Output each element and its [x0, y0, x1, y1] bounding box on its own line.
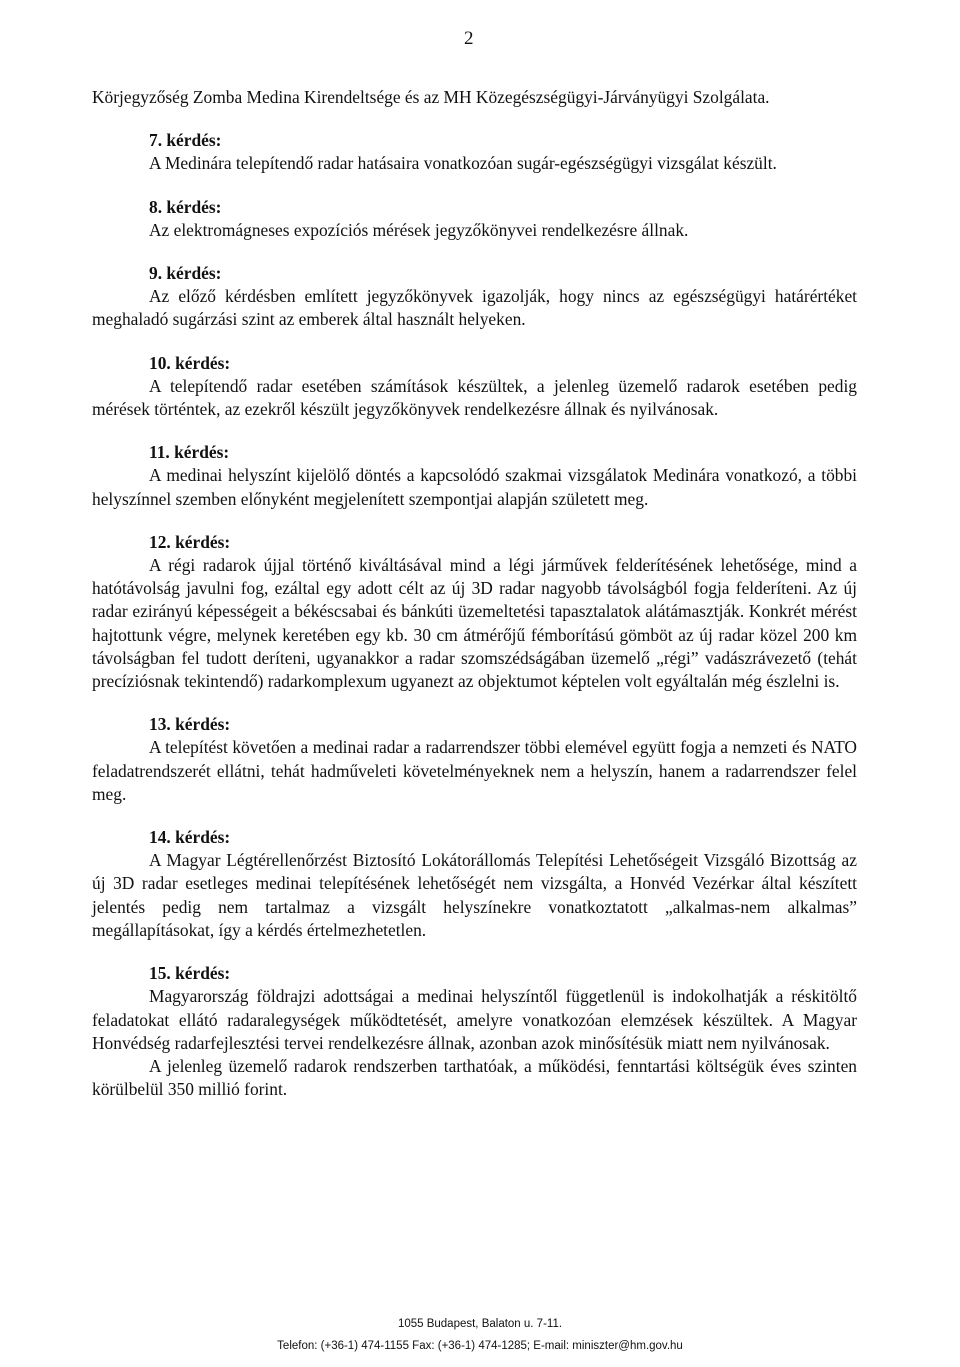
document-body: [92, 86, 857, 1101]
question-heading: 12. kérdés:: [149, 531, 231, 552]
answer-paragraph: A régi radarok újjal történő kiváltásával mind a légi járművek felderítésének lehetősége, mind a hatótávolság javulni fog, ezáltal egy adott célt az új 3D radar nagyobb távolságból fogja felderíteni. Az új radar ezirányú képességeit a békéscsabai és bánkúti üzemeltetési tapasztalatok alátámasztják. Konkrét mérést hajtottunk végre, melynek keretében egy kb. 30 cm átmérőjű fémborítású gömböt az új radar közel 200 km távolságban fel tudott deríteni, ugyanakkor a radar szomszédságában üzemelő „régi” vadászrávezető (tehát precíziósnak tekintendő) radarkomplexum ugyanezt az objektumot képtelen volt egyáltalán még észlelni is.: [92, 555, 857, 692]
answer-paragraph: Az elektromágneses expozíciós mérések jegyzőkönyvei rendelkezésre állnak.: [149, 219, 689, 240]
question-12: [92, 531, 857, 693]
answer-paragraph: A medinai helyszínt kijelölő döntés a kapcsolódó szakmai vizsgálatok Medinára vonatkozó, a többi helyszínnel szemben előnyként megjelenített szempontjai alapján született meg.: [92, 465, 857, 509]
question-14: [92, 826, 857, 942]
question-9: [92, 262, 857, 332]
question-7: [92, 129, 857, 175]
question-heading: 11. kérdés:: [149, 442, 230, 463]
intro-paragraph: Körjegyzőség Zomba Medina Kirendeltsége és az MH Közegészségügyi-Járványügyi Szolgálata.: [92, 87, 770, 107]
answer-paragraph: A Magyar Légtérellenőrzést Biztosító Lokátorállomás Telepítési Lehetőségeit Vizsgáló Bizottság az új 3D radar esetleges medinai telepítésének lehetőségét nem vizsgálta, a Honvéd Vezérkar által készített jelentés pedig nem tartalmaz a vizsgált helyszínekre vonatkoztatott „alkalmas-nem alkalmas” megállapításokat, így a kérdés értelmezhetetlen.: [92, 850, 857, 940]
question-heading: 14. kérdés:: [149, 827, 231, 848]
answer-paragraph: A Medinára telepítendő radar hatásaira vonatkozóan sugár-egészségügyi vizsgálat készült.: [149, 153, 777, 174]
question-heading: 8. kérdés:: [149, 196, 222, 217]
page-number: 2: [464, 28, 474, 49]
footer-contact: Telefon: (+36-1) 474-1155 Fax: (+36-1) 474-1285; E-mail: miniszter@hm.gov.hu: [277, 1340, 683, 1352]
question-13: [92, 713, 857, 806]
question-heading: 13. kérdés:: [149, 714, 231, 735]
answer-paragraph: A telepítendő radar esetében számítások készültek, a jelenleg üzemelő radarok esetében pedig mérések történtek, az ezekről készült jegyzőkönyvek rendelkezésre állnak és nyilvánosak.: [92, 375, 857, 420]
footer-address: 1055 Budapest, Balaton u. 7-11.: [397, 1318, 563, 1330]
question-heading: 10. kérdés:: [149, 352, 231, 373]
answer-paragraph: A jelenleg üzemelő radarok rendszerben tarthatóak, a működési, fenntartási költségük éves szinten körülbelül 350 millió forint.: [92, 1055, 857, 1100]
question-heading: 9. kérdés:: [149, 263, 222, 284]
question-15: [92, 962, 857, 1101]
question-11: [92, 441, 857, 511]
question-heading: 7. kérdés:: [149, 130, 222, 151]
answer-paragraph: A telepítést követően a medinai radar a radarrendszer többi elemével együtt fogja a nemzeti és NATO feladatrendszerét ellátni, tehát hadműveleti követelményeknek nem a helyszín, hanem a radarrendszer felel meg.: [92, 737, 857, 804]
question-heading: 15. kérdés:: [149, 963, 231, 984]
question-8: [92, 196, 857, 242]
answer-paragraph: Magyarország földrajzi adottságai a medinai helyszíntől függetlenül is indokolhatják a réskitöltő feladatokat ellátó radaralegységek működtetését, amelyre vonatkozóan elemzések készültek. A Magyar Honvédség radarfejlesztési tervei rendelkezésre állnak, azonban azok minősítésük miatt nem nyilvánosak.: [92, 986, 857, 1053]
answer-paragraph: Az előző kérdésben említett jegyzőkönyvek igazolják, hogy nincs az egészségügyi határértéket meghaladó sugárzási szint az emberek által használt helyeken.: [92, 286, 857, 330]
question-10: [92, 352, 857, 422]
